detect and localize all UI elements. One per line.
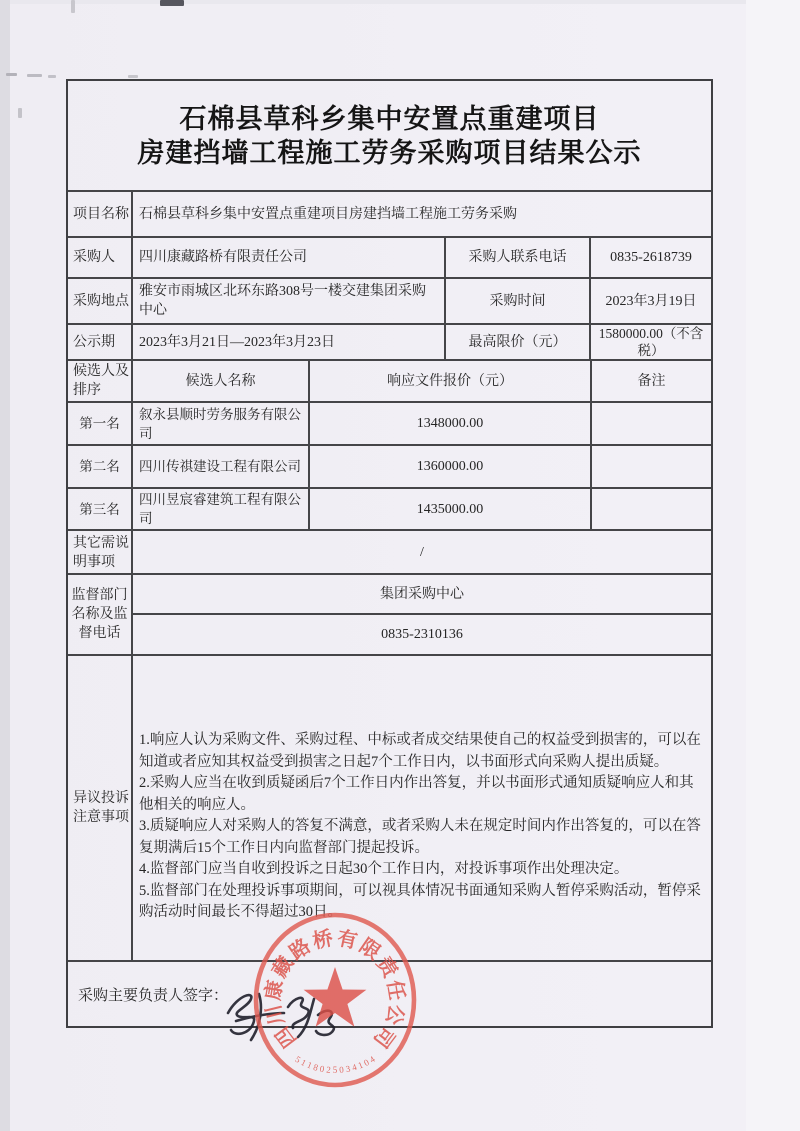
row-supervision <box>68 575 711 656</box>
publicity-value: 2023年3月21日—2023年3月23日 <box>133 325 446 359</box>
other-notes-value: / <box>420 544 424 560</box>
supervision-dept: 集团采购中心 <box>133 575 711 615</box>
row-project-name <box>68 192 711 238</box>
svg-text:公: 公 <box>381 1002 408 1028</box>
title-line-1: 石棉县草科乡集中安置点重建项目 <box>179 103 600 134</box>
candidate-2-rank: 第二名 <box>68 446 133 487</box>
svg-text:5: 5 <box>332 1065 338 1075</box>
svg-text:任: 任 <box>382 978 408 1002</box>
candidate-3-name: 四川昱宸睿建筑工程有限公司 <box>133 489 310 529</box>
svg-text:限: 限 <box>355 935 385 965</box>
project-name-value: 石棉县草科乡集中安置点重建项目房建挡墙工程施工劳务采购 <box>139 206 517 222</box>
candidate-3-rank: 第三名 <box>68 489 133 529</box>
svg-text:康: 康 <box>262 978 288 1002</box>
svg-text:1: 1 <box>356 1059 365 1071</box>
svg-text:3: 3 <box>344 1063 352 1075</box>
seal-star-icon <box>304 967 367 1027</box>
objection-label: 异议投诉注意事项 <box>68 656 133 960</box>
svg-text:司: 司 <box>368 1022 399 1052</box>
svg-text:1: 1 <box>305 1059 314 1071</box>
candidate-row-2 <box>68 446 711 489</box>
scan-speck <box>18 108 22 118</box>
scan-smudge-top <box>160 0 184 6</box>
purchaser-phone-label: 采购人联系电话 <box>446 238 591 277</box>
candidate-3-remark <box>592 489 711 529</box>
max-price-value: 1580000.00（不含税） <box>598 326 704 358</box>
candidate-1-name: 叙永县顺时劳务服务有限公司 <box>133 403 310 444</box>
candidate-2-name: 四川传祺建设工程有限公司 <box>133 446 310 487</box>
svg-text:5: 5 <box>293 1053 303 1065</box>
location-label: 采购地点 <box>68 279 133 323</box>
svg-text:藏: 藏 <box>268 953 299 982</box>
supervision-label: 监督部门名称及监督电话 <box>68 575 133 654</box>
svg-text:2: 2 <box>325 1064 332 1075</box>
scan-dash-4 <box>128 75 138 78</box>
row-candidates-header <box>68 361 711 403</box>
svg-text:责: 责 <box>371 953 402 982</box>
row-other-notes <box>68 531 711 575</box>
svg-text:0: 0 <box>362 1057 371 1069</box>
purchase-time-label: 采购时间 <box>446 279 591 323</box>
row-purchaser <box>68 238 711 279</box>
candidate-row-3 <box>68 489 711 531</box>
purchaser-value: 四川康藏路桥有限责任公司 <box>133 238 446 277</box>
svg-text:有: 有 <box>335 927 360 953</box>
location-value: 雅安市雨城区北环东路308号一楼交建集团采购中心 <box>133 279 446 323</box>
svg-text:四: 四 <box>271 1022 302 1052</box>
candidates-col4-header: 备注 <box>637 373 666 389</box>
signature-label: 采购主要负责人签字： <box>78 987 229 1004</box>
purchase-time-value: 2023年3月19日 <box>605 293 697 309</box>
objection-item-1: 1.响应人认为采购文件、采购过程、中标或者成交结果使自己的权益受到损害的，可以在知道或者应知其权益受到损害之日起7个工作日内，以书面形式向采购人提出质疑。 <box>139 732 701 770</box>
objection-item-4: 4.监督部门应当自收到投诉之日起30个工作日内，对投诉事项作出处理决定。 <box>139 861 629 877</box>
paper-right-edge <box>746 0 800 1131</box>
candidate-1-remark <box>592 403 711 444</box>
scan-dash-3 <box>48 75 56 78</box>
objection-item-2: 2.采购人应当在收到质疑函后7个工作日内作出答复，并以书面形式通知质疑响应人和其他相关的响应人。 <box>139 775 694 813</box>
candidate-2-price: 1360000.00 <box>310 446 592 487</box>
candidates-col3-header: 响应文件报价（元） <box>310 361 592 401</box>
other-notes-label: 其它需说明事项 <box>68 531 133 573</box>
candidate-2-remark <box>592 446 711 487</box>
svg-text:8: 8 <box>312 1061 320 1073</box>
objection-item-3: 3.质疑响应人对采购人的答复不满意，或者采购人未在规定时间内作出答复的，可以在答复期满后15个工作日内向监督部门提起投诉。 <box>139 818 701 856</box>
scan-dash-2 <box>27 74 42 77</box>
svg-text:0: 0 <box>338 1064 345 1075</box>
objection-item-5: 5.监督部门在处理投诉事项期间，可以视具体情况书面通知采购人暂停采购活动，暂停采购活动时间最长不得超过30日。 <box>139 882 701 920</box>
purchaser-label: 采购人 <box>68 238 133 277</box>
candidate-1-rank: 第一名 <box>68 403 133 444</box>
announcement-table <box>66 79 713 1028</box>
max-price-label: 最高限价（元） <box>446 325 591 359</box>
publicity-label: 公示期 <box>68 325 133 359</box>
candidate-3-price: 1435000.00 <box>310 489 592 529</box>
paper-left-edge <box>0 0 10 1131</box>
svg-text:4: 4 <box>367 1053 377 1065</box>
svg-text:桥: 桥 <box>310 927 335 953</box>
company-seal <box>247 908 423 1092</box>
project-name-label: 项目名称 <box>68 192 133 236</box>
row-publicity-period <box>68 325 711 361</box>
supervision-phone: 0835-2310136 <box>381 627 463 642</box>
candidates-col1-header: 候选人及排序 <box>68 361 133 401</box>
svg-text:0: 0 <box>318 1063 326 1075</box>
purchaser-phone-value: 0835-2618739 <box>610 250 692 265</box>
svg-text:川: 川 <box>262 1002 289 1028</box>
scan-dash-1 <box>6 73 17 76</box>
svg-text:4: 4 <box>350 1061 358 1073</box>
candidates-col2-header: 候选人名称 <box>133 361 310 401</box>
scan-smudge-top2 <box>71 0 75 13</box>
row-location <box>68 279 711 325</box>
candidate-row-1 <box>68 403 711 446</box>
svg-text:路: 路 <box>285 935 315 965</box>
document-title <box>68 81 711 192</box>
svg-text:1: 1 <box>299 1057 308 1069</box>
title-line-2: 房建挡墙工程施工劳务采购项目结果公示 <box>137 137 642 168</box>
candidate-1-price: 1348000.00 <box>310 403 592 444</box>
